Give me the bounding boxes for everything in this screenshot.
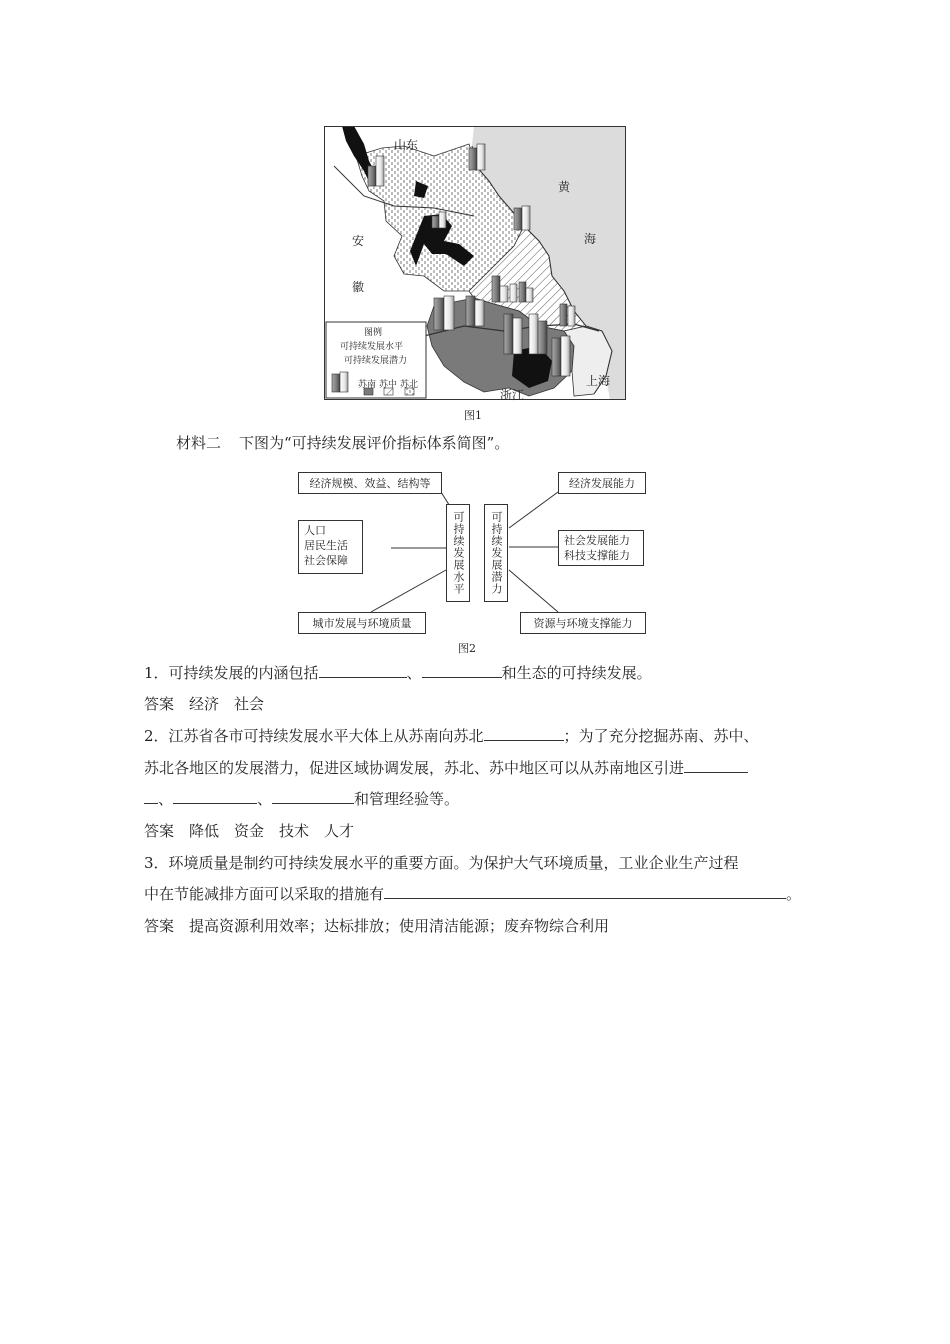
map-label-anhui-2: 徽	[352, 280, 365, 294]
legend-region-sunan: 苏南	[358, 380, 377, 390]
question-2-line-3	[144, 789, 459, 809]
blank-2b-start	[684, 758, 748, 773]
answer-1	[144, 694, 264, 714]
figure2-diagram	[296, 470, 646, 634]
box-economic-capacity: 经济发展能力	[558, 472, 646, 494]
question-2-text-c: 苏北各地区的发展潜力，促进区域协调发展，苏北、苏中地区可以从苏南地区引进	[144, 759, 685, 777]
legend-region-subei: 苏北	[400, 380, 419, 390]
blank-2d	[272, 789, 354, 804]
box-text-social-security: 社会保障	[304, 554, 348, 567]
answer-2-text: 降低 资金 技术 人才	[189, 822, 355, 840]
question-3-line-2	[144, 884, 801, 904]
figure1-caption: 图1	[464, 409, 482, 422]
map-label-anhui-1: 安	[352, 234, 365, 248]
question-1	[144, 663, 652, 683]
blank-2a	[484, 726, 564, 741]
question-2-text-a: 2．江苏省各市可持续发展水平大体上从苏南向苏北	[144, 727, 484, 745]
box-sustainable-level: 可持续发展水平	[446, 504, 470, 602]
blank-3	[384, 884, 786, 899]
box-population-life-security	[298, 520, 363, 574]
answer-2-label: 答案	[144, 822, 175, 840]
map-label-shandong: 山东	[394, 138, 419, 152]
question-2-text-b: ；为了充分挖掘苏南、苏中、	[563, 727, 759, 745]
question-1-separator: 、	[406, 664, 422, 682]
question-2-separator-2: 、	[257, 790, 273, 808]
box-text-tech-capacity: 科技支撑能力	[564, 549, 630, 562]
blank-2c	[173, 789, 257, 804]
box-social-tech-capacity	[558, 530, 644, 566]
box-text-population: 人口	[304, 524, 326, 537]
blank-2b-end	[144, 789, 158, 804]
question-3-text-end: 。	[786, 885, 802, 903]
answer-3	[144, 916, 609, 936]
material2-label: 材料二	[176, 434, 222, 452]
map-label-huang: 黄	[558, 180, 571, 194]
answer-1-label: 答案	[144, 695, 175, 713]
question-2-separator-1: 、	[158, 790, 174, 808]
answer-1-text: 经济 社会	[189, 695, 265, 713]
material2-text: 下图为“可持续发展评价指标体系简图”。	[239, 434, 510, 452]
map-label-zhejiang: 浙江	[500, 388, 525, 402]
map-label-shanghai: 上海	[586, 374, 611, 388]
question-2-line-2	[144, 758, 748, 778]
box-text-social-capacity: 社会发展能力	[564, 534, 630, 547]
figure2-caption: 图2	[458, 642, 476, 655]
box-text-residents-life: 居民生活	[304, 539, 348, 552]
blank-1a	[319, 663, 407, 678]
answer-3-text: 提高资源利用效率；达标排放；使用清洁能源；废弃物综合利用	[189, 917, 610, 935]
box-urban-environment: 城市发展与环境质量	[298, 612, 426, 634]
answer-2	[144, 821, 354, 841]
blank-1b	[422, 663, 502, 678]
legend-item-level: 可持续发展水平	[340, 342, 404, 352]
question-3-text-a: 中在节能减排方面可以采取的措施有	[144, 885, 385, 903]
question-2-text-d: 和管理经验等。	[354, 790, 460, 808]
question-3-line-1: 3．环境质量是制约可持续发展水平的重要方面。为保护大气环境质量，工业企业生产过程	[144, 854, 739, 872]
legend-region-suzhong: 苏中	[379, 380, 398, 390]
question-1-text-b: 和生态的可持续发展。	[501, 664, 652, 682]
question-2-line-1	[144, 726, 759, 746]
map-label-hai: 海	[584, 232, 597, 246]
legend-title: 图例	[364, 328, 383, 338]
material2-paragraph	[176, 433, 509, 453]
question-1-text-a: 1．可持续发展的内涵包括	[144, 664, 319, 682]
box-resource-environment: 资源与环境支撑能力	[520, 612, 646, 634]
figure1-map	[324, 126, 626, 400]
legend-item-potential: 可持续发展潜力	[344, 356, 408, 366]
box-sustainable-potential: 可持续发展潜力	[484, 504, 508, 602]
answer-3-label: 答案	[144, 917, 175, 935]
box-economic-scale: 经济规模、效益、结构等	[298, 472, 442, 494]
